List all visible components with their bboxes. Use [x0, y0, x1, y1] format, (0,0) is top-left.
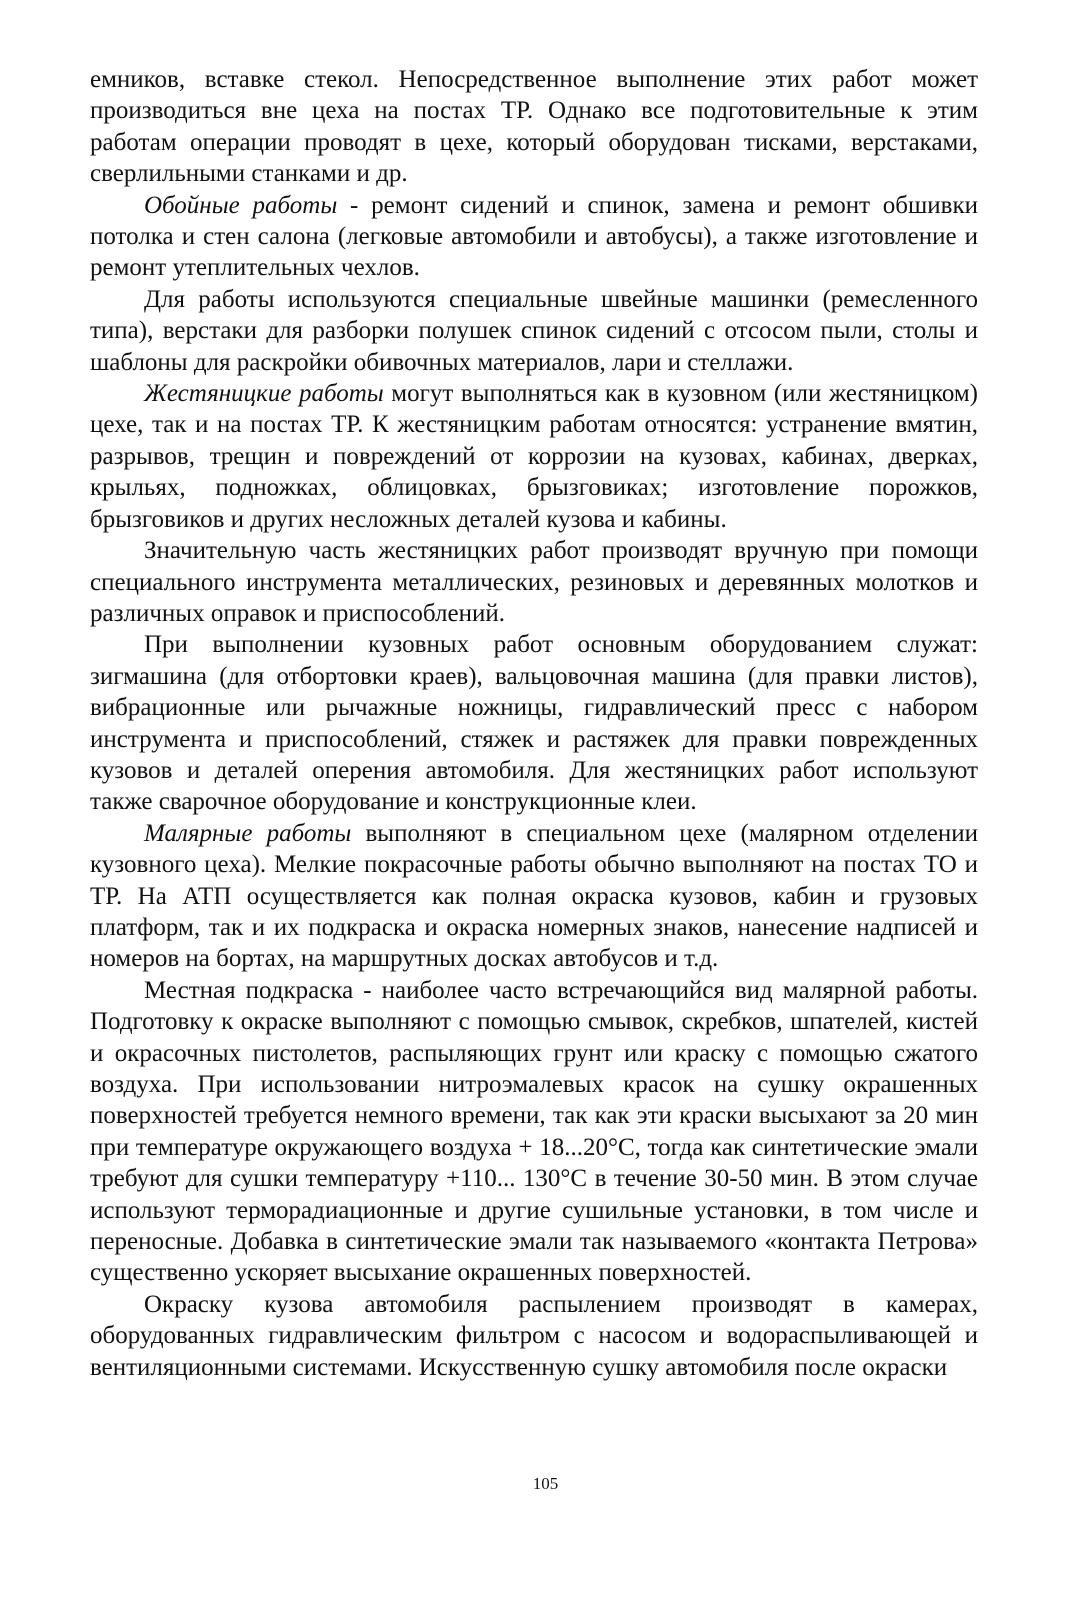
paragraph-text: емников, вставке стекол. Непосредственное выполнение этих работ может производиться вне цеха на постах ТР. Однако все подготовительные к этим работам операции проводят в цехе, который оборудован тисками, верстаками, сверлильными станками и др.: [90, 66, 978, 188]
term-tinsmith-work: Жестяницкие работы: [144, 380, 384, 408]
term-painting-work: Малярные работы: [144, 819, 352, 847]
paragraph-tinsmith-work: [90, 378, 978, 535]
term-upholstery-work: Обойные работы: [144, 191, 338, 219]
paragraph-text: Значительную часть жестяницких работ производят вручную при помощи специального инструмента металлических, резиновых и деревянных молотков и различных оправок и приспособлений.: [90, 537, 978, 627]
paragraph-body-equipment: [90, 629, 978, 817]
paragraph-spray-painting: [90, 1289, 978, 1383]
paragraph-text: Окраску кузова автомобиля распылением производят в камерах, оборудованных гидравлическим фильтром с насосом и водораспыливающей и вентиляционными системами. Искусственную сушку автомобиля после окраски: [90, 1290, 978, 1381]
paragraph-painting-work: [90, 818, 978, 975]
page-body: [90, 64, 978, 1383]
paragraph-text: выполняют в специальном цехе (малярном отделении кузовного цеха). Мелкие покрасочные работы обычно выполняют на постах ТО и ТР. На АТП осуществляется как полная окраска кузовов, кабин и грузовых платформ, так и их подкраска и окраска номерных знаков, нанесение надписей и номеров на бортах, на маршрутных досках автобусов и т.д.: [90, 819, 978, 973]
paragraph-upholstery-work: [90, 190, 978, 284]
paragraph-text: Для работы используются специальные швейные машинки (ремесленного типа), верстаки для разборки полушек спинок сидений с отсосом пыли, столы и шаблоны для раскройки обивочных материалов, лари и стеллажи.: [90, 285, 978, 376]
paragraph-text: могут выполняться как в кузовном (или жестяницком) цехе, так и на постах ТР. К жестяницким работам относятся: устранение вмятин, разрывов, трещин и повреждений от коррозии на кузовах, кабинах, дверках, крыльях, подножках, облицовках, брызговиках; изготовление порожков, брызговиков и других несложных деталей кузова и кабины.: [90, 380, 978, 533]
paragraph-continuation: [90, 64, 978, 190]
paragraph-text: При выполнении кузовных работ основным оборудованием служат: зигмашина (для отбортовки краев), вальцовочная машина (для правки листов), вибрационные или рычажные ножницы, гидравлический пресс с набором инструмента и приспособлений, стяжек и растяжек для правки поврежденных кузовов и деталей оперения автомобиля. Для жестяницких работ используют также сварочное оборудование и конструкционные клеи.: [90, 631, 978, 816]
paragraph-local-touchup: [90, 975, 978, 1289]
paragraph-upholstery-equipment: [90, 284, 978, 378]
paragraph-text: - ремонт сидений и спинок, замена и ремонт обшивки потолка и стен салона (легковые автомобили и автобусы), а также изготовление и ремонт утеплительных чехлов.: [90, 191, 978, 282]
paragraph-tinsmith-tools: [90, 535, 978, 629]
page-number: 105: [532, 1474, 559, 1493]
paragraph-text: Местная подкраска - наиболее часто встречающийся вид малярной работы. Подготовку к окраске выполняют с помощью смывок, скребков, шпателей, кистей и окрасочных пистолетов, распыляющих грунт или краску с помощью сжатого воздуха. При использовании нитроэмалевых красок на сушку окрашенных поверхностей требуется немного времени, так как эти краски высыхают за 20 мин при температуре окружающего воздуха + 18...20°С, тогда как синтетические эмали требуют для сушки температуру +110... 130°С в течение 30-50 мин. В этом случае используют терморадиационные и другие сушильные установки, в том числе и переносные. Добавка в синтетические эмали так называемого «контакта Петрова» существенно ускоряет высыхание окрашенных поверхностей.: [90, 976, 978, 1287]
